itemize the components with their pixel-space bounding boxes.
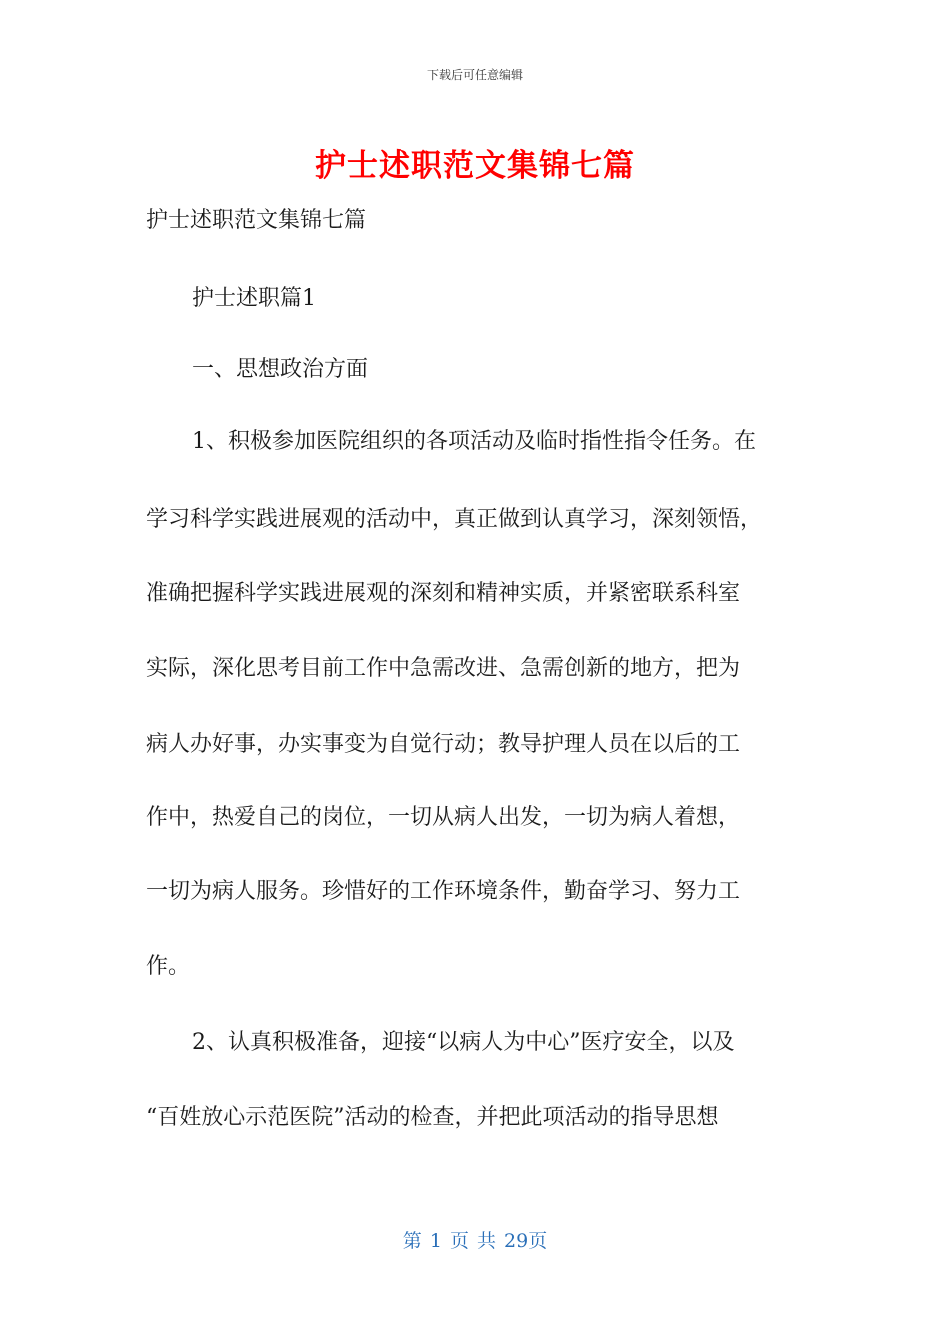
subsection-heading: 一、思想政治方面 — [192, 357, 369, 382]
header-note: 下载后可任意编辑 — [426, 68, 523, 82]
paragraph-line: 实际，深化思考目前工作中急需改进、急需创新的地方，把为 — [146, 656, 741, 681]
document-title: 护士述职范文集锦七篇 — [315, 148, 635, 184]
section-heading: 护士述职篇1 — [192, 286, 316, 311]
page-number: 第 1 页 共 29页 — [402, 1230, 548, 1252]
paragraph-line: 病人办好事，办实事变为自觉行动；教导护理人员在以后的工 — [146, 732, 741, 757]
paragraph-line: “百姓放心示范医院”活动的检查，并把此项活动的指导思想 — [146, 1105, 719, 1130]
paragraph-line: 学习科学实践进展观的活动中，真正做到认真学习，深刻领悟， — [146, 507, 763, 532]
paragraph-line: 作中，热爱自己的岗位，一切从病人出发，一切为病人着想， — [146, 805, 741, 830]
paragraph-line: 1、积极参加医院组织的各项活动及临时指性指令任务。在 — [192, 429, 756, 454]
document-subtitle: 护士述职范文集锦七篇 — [146, 208, 367, 233]
paragraph-line: 2、认真积极准备，迎接“以病人为中心”医疗安全，以及 — [192, 1030, 735, 1055]
paragraph-line: 作。 — [146, 954, 191, 979]
paragraph-line: 一切为病人服务。珍惜好的工作环境条件，勤奋学习、努力工 — [146, 879, 741, 904]
paragraph-line: 准确把握科学实践进展观的深刻和精神实质，并紧密联系科室 — [146, 581, 741, 606]
